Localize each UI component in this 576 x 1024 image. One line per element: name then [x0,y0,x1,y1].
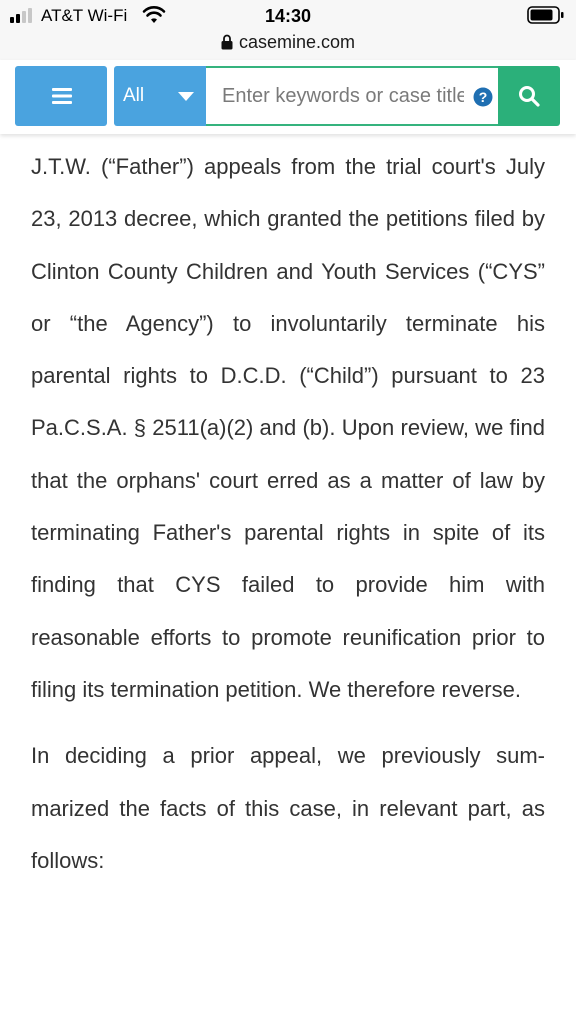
search-toolbar [0,60,576,134]
lock-icon [221,34,233,50]
carrier-label: AT&T Wi-Fi [41,6,128,25]
help-icon[interactable] [473,87,493,107]
paragraph: J.T.W. (“Father”) appeals from the trial court's July 23, 2013 decree, which granted the petitions filed by Clinton County Children and Youth Services (“CYS” or “the Agency”) to involuntarily terminate his parental rights to D.C.D. (“Child”) pursuant to 23 Pa.C.S.A. § 2511(a)(2) and (b). Upon review, we find that the orphans' court erred as a matter of law by terminating Father's parental rights in spite of its finding that CYS failed to provide him with reasonable efforts to promote reunification prior to filing its termination petition. We therefore reverse. [31,154,545,702]
paragraph: In deciding a prior appeal, we previously summarized the facts of this case, in relevant part, as follows: [31,743,545,873]
status-bar [0,0,576,60]
menu-button[interactable] [15,66,107,126]
url-text: casemine.com [238,32,356,52]
address-bar[interactable] [0,31,576,53]
filter-dropdown[interactable] [114,66,206,126]
menu-icon [52,87,72,105]
search-button[interactable] [498,66,560,126]
chevron-down-icon [178,92,194,102]
search-icon [518,85,540,107]
search-input[interactable] [206,66,498,126]
svg-text:?: ? [478,89,488,105]
case-text [31,141,545,887]
battery-icon [527,6,565,24]
filter-selected-value: All [123,85,145,106]
status-time: 14:30 [264,6,312,26]
